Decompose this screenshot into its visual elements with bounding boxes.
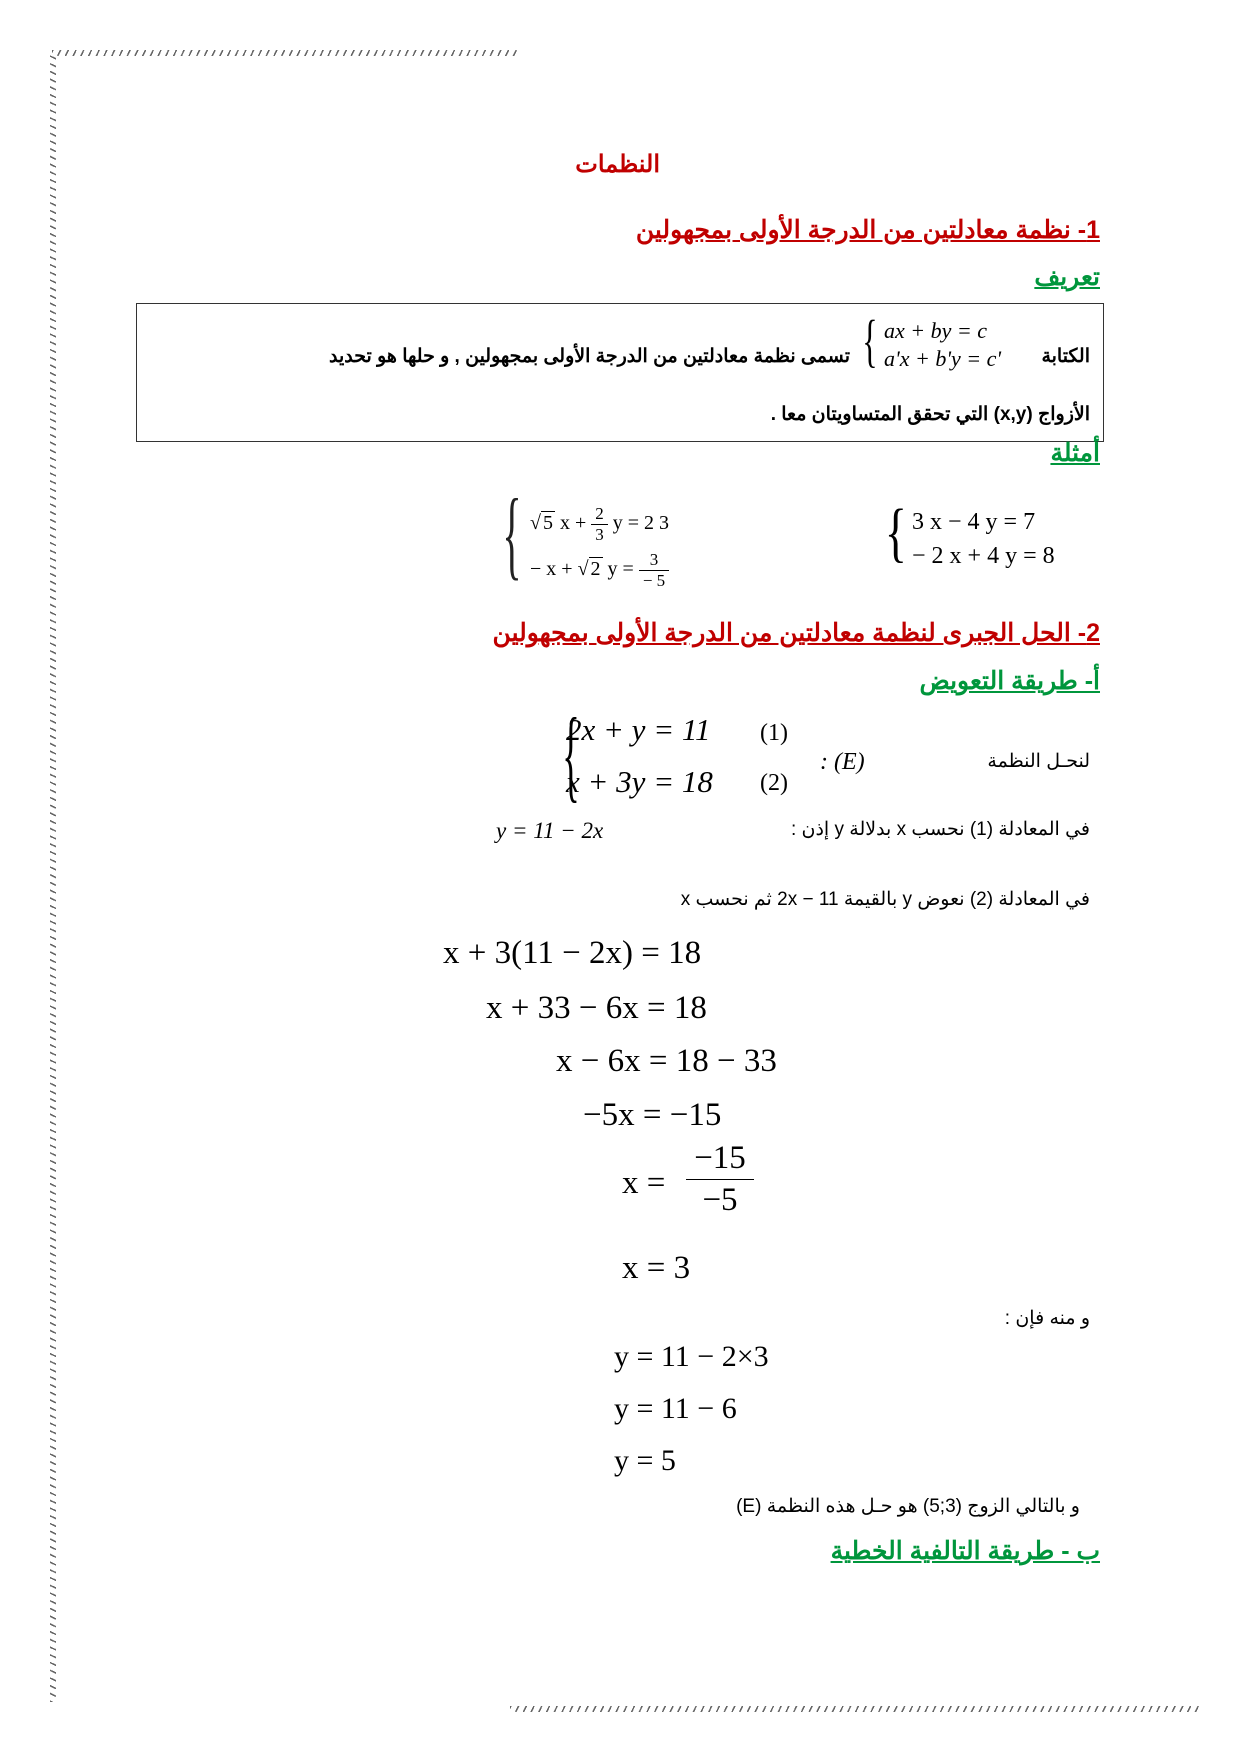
- calc-fraction-denominator: −5: [702, 1182, 738, 1218]
- substitution-method-heading: أ- طريقة التعويض: [919, 667, 1100, 695]
- definition-system-line1: ax + by = c: [884, 318, 987, 343]
- section-2-heading: 2- الحل الجبرى لنظمة معادلتين من الدرجة الأولى بمجهولين: [492, 619, 1100, 647]
- solve-system-label: لنحـل النظمة: [987, 751, 1090, 772]
- system-e-eq2-number: (2): [760, 770, 788, 796]
- example2-brace: {: [502, 478, 522, 589]
- conclusion: و بالتالي الزوج (3;5) هو حـل هذه النظمة (E): [736, 1496, 1080, 1517]
- page-title: النظمات: [575, 151, 660, 178]
- example1-line1: 3 x − 4 y = 7: [912, 509, 1036, 535]
- step2-text: في المعادلة (2) نعوض y بالقيمة 11 − 2x ثم نحسب x: [680, 889, 1090, 910]
- example1-brace: {: [884, 496, 907, 569]
- y-calc-line-3: y = 5: [614, 1444, 676, 1477]
- calc-fraction-numerator: −15: [686, 1140, 754, 1180]
- linear-combination-method-heading: ب - طريقة التالفية الخطية: [830, 1537, 1100, 1565]
- calc-line-3: x − 6x = 18 − 33: [556, 1043, 777, 1079]
- definition-brace: {: [862, 308, 878, 373]
- y-calc-line-2: y = 11 − 6: [614, 1392, 737, 1425]
- decorative-border-top: [52, 50, 520, 56]
- example1-line2: − 2 x + 4 y = 8: [912, 543, 1055, 569]
- then-label: و منه فإن :: [1004, 1308, 1090, 1329]
- section-1-heading: 1- نظمة معادلتين من الدرجة الأولى بمجهولين: [635, 216, 1100, 244]
- system-e-eq2: x + 3y = 18: [566, 764, 713, 799]
- definition-label: تعريف: [1034, 263, 1100, 291]
- definition-text-start: الكتابة: [1041, 346, 1090, 367]
- calc-fraction-lhs: x =: [622, 1165, 666, 1201]
- decorative-border-bottom: [510, 1706, 1200, 1712]
- step1-math: y = 11 − 2x: [496, 818, 604, 843]
- definition-system-line2: a'x + b'y = c': [884, 346, 1002, 371]
- calc-fraction: [686, 1140, 754, 1219]
- system-e-eq1-number: (1): [760, 720, 788, 746]
- calc-line-1: x + 3(11 − 2x) = 18: [443, 935, 702, 971]
- definition-text-mid: تسمى نظمة معادلتين من الدرجة الأولى بمجهولين , و حلها هو تحديد: [329, 346, 850, 367]
- calc-line-4: −5x = −15: [583, 1097, 722, 1133]
- system-e-brace: {: [562, 697, 580, 812]
- example2-line1: √ 5 x + $\frac{2}{3}$ y = 2 3: [530, 504, 670, 544]
- examples-label: أمثلة: [1050, 439, 1100, 467]
- calc-line-2: x + 33 − 6x = 18: [486, 990, 707, 1026]
- system-e-eq1: 2x + y = 11: [566, 712, 711, 747]
- y-calc-line-1: y = 11 − 2×3: [614, 1340, 769, 1373]
- x-result: x = 3: [622, 1250, 691, 1286]
- step1-text: في المعادلة (1) نحسب x بدلالة y إذن :: [790, 819, 1090, 840]
- definition-text-line2: الأزواج (x,y) التي تحقق المتساويتان معا .: [770, 404, 1090, 425]
- decorative-border-left: [50, 52, 56, 1702]
- example2-line2: − x + √ 2 y = $\frac{3}{- 5}$: [530, 550, 669, 591]
- system-e-name: : (E): [820, 749, 865, 775]
